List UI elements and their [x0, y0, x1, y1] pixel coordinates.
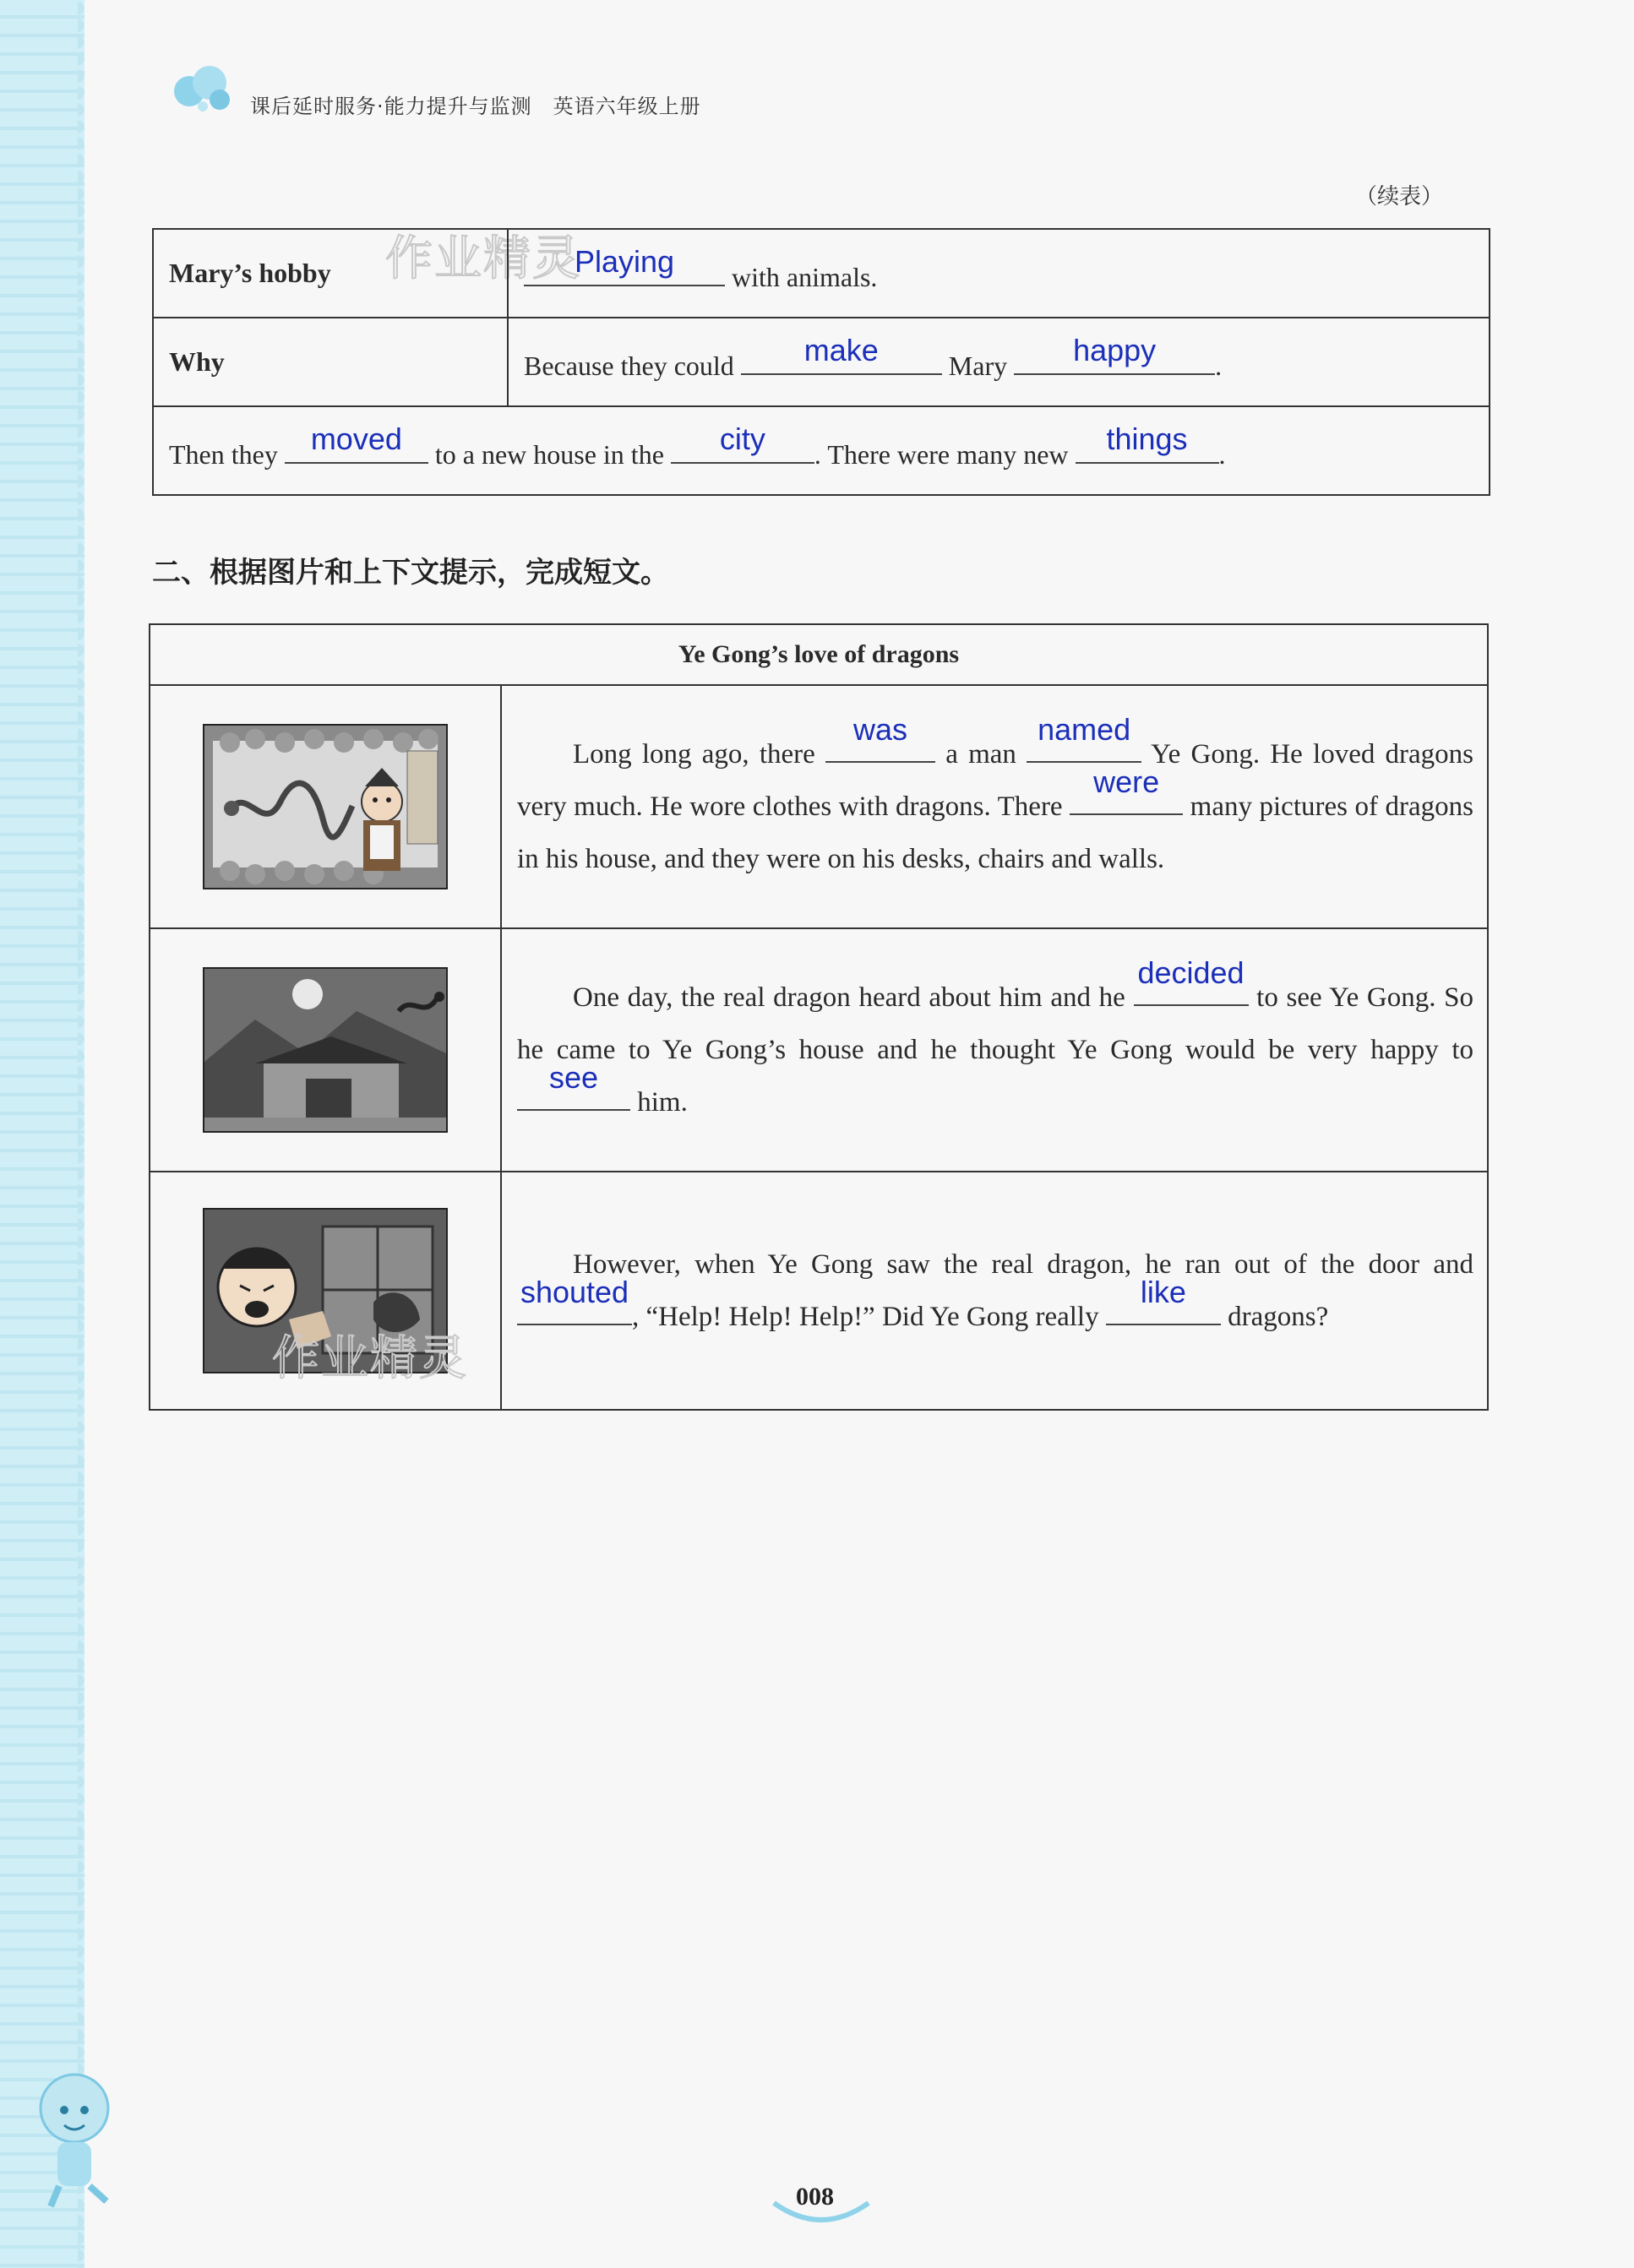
handwritten-answer: named	[1038, 712, 1131, 747]
answer-blank[interactable]	[517, 1275, 632, 1325]
why-text: Mary	[948, 350, 1008, 381]
table-row	[153, 318, 1490, 406]
handwritten-answer: like	[1140, 1275, 1186, 1309]
answer-blank[interactable]	[1106, 1275, 1221, 1325]
handwritten-answer: was	[853, 712, 908, 747]
answer-blank[interactable]	[524, 243, 725, 286]
handwritten-answer: shouted	[520, 1275, 629, 1309]
story-title: Ye Gong’s love of dragons	[150, 624, 1488, 685]
then-text: . There were many new	[814, 438, 1069, 470]
answer-blank[interactable]	[1014, 332, 1215, 375]
child-mascot-icon	[25, 2061, 127, 2213]
story-text: Long long ago, there	[573, 739, 815, 770]
page-number-curve-icon	[771, 2198, 872, 2232]
then-text: Then they	[169, 438, 278, 470]
table-row	[153, 229, 1490, 318]
decorative-left-strip	[0, 0, 84, 2268]
answer-blank[interactable]	[1070, 764, 1183, 815]
story-text: One day, the real dragon heard about him and he	[573, 982, 1125, 1013]
handwritten-answer: happy	[1073, 332, 1157, 367]
hobby-text: with animals.	[732, 261, 878, 292]
why-text: .	[1215, 350, 1223, 381]
then-text: .	[1218, 438, 1226, 470]
handwritten-answer: things	[1106, 421, 1188, 456]
table-row	[150, 928, 1488, 1172]
illustration-cell	[150, 928, 501, 1172]
story-table	[149, 623, 1489, 1411]
story-text: him.	[637, 1087, 688, 1118]
story-text: a man	[945, 739, 1016, 770]
story-text: Ye Gong. He loved dragons very much. He wore clothes with dragons. There	[517, 739, 1474, 822]
then-cell	[153, 406, 1490, 495]
illustration-cell	[150, 685, 501, 928]
handwritten-answer: decided	[1137, 955, 1245, 990]
dragon-over-house-picture-icon	[203, 967, 448, 1133]
hobby-label: Mary’s hobby	[153, 229, 508, 318]
why-label: Why	[153, 318, 508, 406]
table-row	[150, 624, 1488, 685]
story-text: However, when Ye Gong saw the real dragon, he ran out of the door and	[573, 1249, 1473, 1280]
handwritten-answer: moved	[310, 421, 402, 456]
table-row	[153, 406, 1490, 495]
answer-blank[interactable]	[741, 332, 942, 375]
table-row	[150, 685, 1488, 928]
story-text: dragons?	[1228, 1302, 1329, 1332]
page-number: 008	[796, 2183, 834, 2211]
answer-blank[interactable]	[517, 1060, 630, 1111]
watermark-bottom: 作业精灵	[272, 1331, 468, 1386]
answer-blank[interactable]	[671, 421, 814, 464]
handwritten-answer: city	[719, 421, 765, 456]
paragraph-1	[501, 685, 1488, 928]
handwritten-answer: make	[803, 332, 879, 367]
continued-table-label: （续表）	[1354, 184, 1443, 209]
handwritten-answer: see	[548, 1060, 599, 1095]
why-cell	[508, 318, 1490, 406]
story-text: , “Help! Help! Help!” Did Ye Gong really	[632, 1302, 1099, 1332]
story-text: to see Ye Gong. So he came to Ye Gong’s house and he thought Ye Gong would be very happy to	[517, 982, 1474, 1065]
handwritten-answer: Playing	[574, 243, 675, 279]
why-text: Because they could	[524, 350, 734, 381]
answer-blank[interactable]	[825, 712, 935, 763]
story-text: many pictures of dragons in his house, and they were on his desks, chairs and walls.	[517, 791, 1473, 874]
handwritten-answer: were	[1093, 764, 1160, 799]
section-heading: 二、根据图片和上下文提示，完成短文。	[152, 556, 669, 590]
ye-gong-dragon-picture-icon	[203, 724, 448, 889]
watermark-top: 作业精灵	[385, 231, 581, 286]
answer-blank[interactable]	[1076, 421, 1219, 464]
bubble-logo-icon	[169, 63, 237, 115]
paragraph-2	[501, 928, 1488, 1172]
mary-info-table	[152, 228, 1490, 496]
hobby-cell	[508, 229, 1490, 318]
then-text: to a new house in the	[434, 438, 664, 470]
answer-blank[interactable]	[285, 421, 428, 464]
answer-blank[interactable]	[1134, 955, 1249, 1006]
paragraph-3	[501, 1172, 1488, 1410]
book-header-title: 课后延时服务·能力提升与监测 英语六年级上册	[250, 95, 701, 118]
